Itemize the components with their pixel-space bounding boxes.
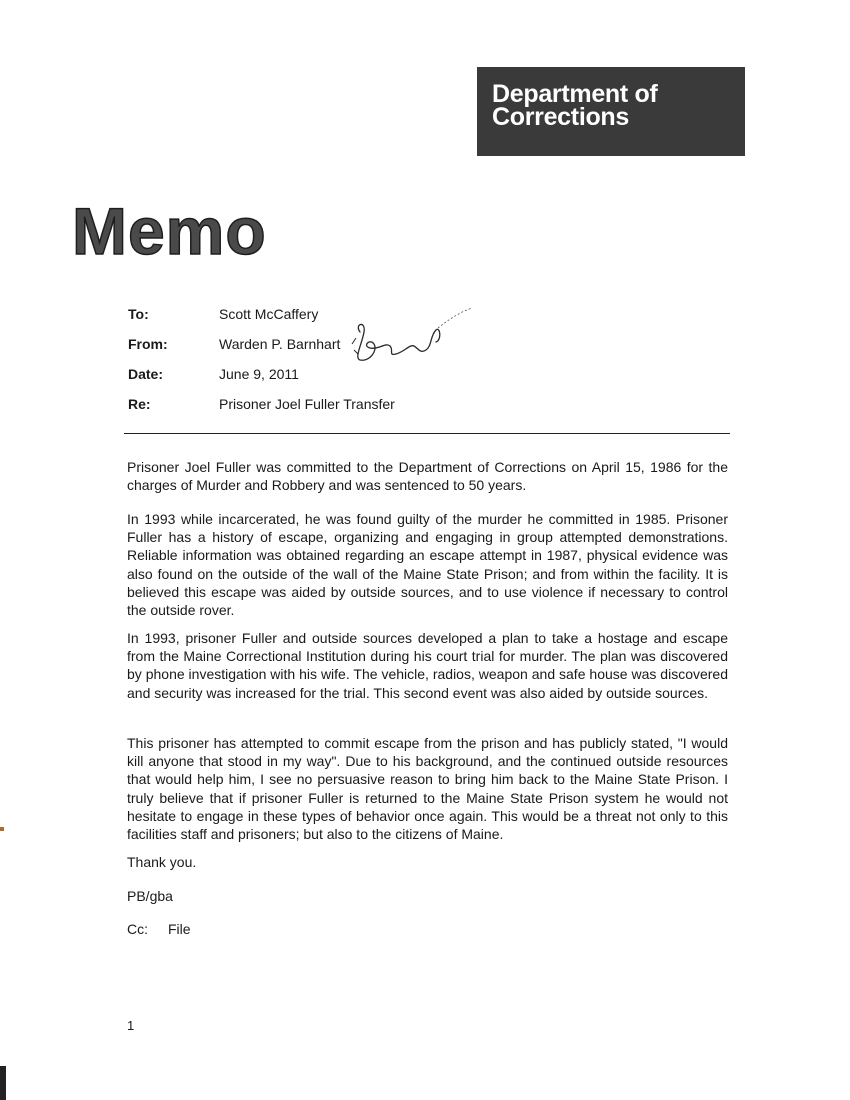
- re-label: Re:: [128, 396, 151, 412]
- closing-line: Thank you.: [127, 854, 197, 870]
- date-value: June 9, 2011: [219, 366, 299, 382]
- body-paragraph-2: In 1993 while incarcerated, he was found guilty of the murder he committed in 1985. Prisoner Fuller has a history of escape, organizing and engaging in group attempted demonstrations. Reliable information was obtained regarding an escape attempt in 1987, physical evidence was also found on the outside of the wall of the Maine State Prison; and from within the facility. It is believed this escape was aided by outside sources, and to use violence if necessary to control the outside rover.: [127, 511, 728, 619]
- date-label: Date:: [128, 366, 164, 382]
- cc-value: File: [168, 921, 191, 937]
- scan-speck: [0, 827, 4, 831]
- re-value: Prisoner Joel Fuller Transfer: [219, 396, 395, 412]
- page-number: 1: [127, 1018, 135, 1033]
- body-paragraph-4: This prisoner has attempted to commit escape from the prison and has publicly stated, "I would kill anyone that stood in my way". Due to his background, and the continued outside resources that would help him, I see no persuasive reason to bring him back to the Maine State Prison. I truly believe that if prisoner Fuller is returned to the Maine State Prison system he would not hesitate to engage in these types of behavior once again. This would be a threat not only to this facilities staff and prisoners; but also to the citizens of Maine.: [127, 735, 728, 843]
- to-value: Scott McCaffery: [219, 306, 319, 322]
- memo-title: Memo: [72, 194, 267, 268]
- cc-label: Cc:: [127, 921, 148, 937]
- initials-line: PB/gba: [127, 888, 173, 904]
- scan-edge-mark: [0, 1066, 6, 1100]
- header-divider: [124, 433, 730, 434]
- from-label: From:: [128, 336, 168, 352]
- department-logo: [477, 67, 745, 156]
- department-logo-line2: Corrections: [492, 103, 630, 131]
- department-logo-line1: Department of: [492, 80, 658, 108]
- handwritten-signature: [340, 302, 475, 374]
- from-value: Warden P. Barnhart: [219, 336, 341, 352]
- body-paragraph-1: Prisoner Joel Fuller was committed to the Department of Corrections on April 15, 1986 for the charges of Murder and Robbery and was sentenced to 50 years.: [127, 459, 728, 494]
- body-paragraph-3: In 1993, prisoner Fuller and outside sources developed a plan to take a hostage and escape from the Maine Correctional Institution during his court trial for murder. The plan was discovered by phone investigation with his wife. The vehicle, radios, weapon and safe house was discovered and security was increased for the trial. This second event was also aided by outside sources.: [127, 630, 728, 701]
- to-label: To:: [128, 306, 149, 322]
